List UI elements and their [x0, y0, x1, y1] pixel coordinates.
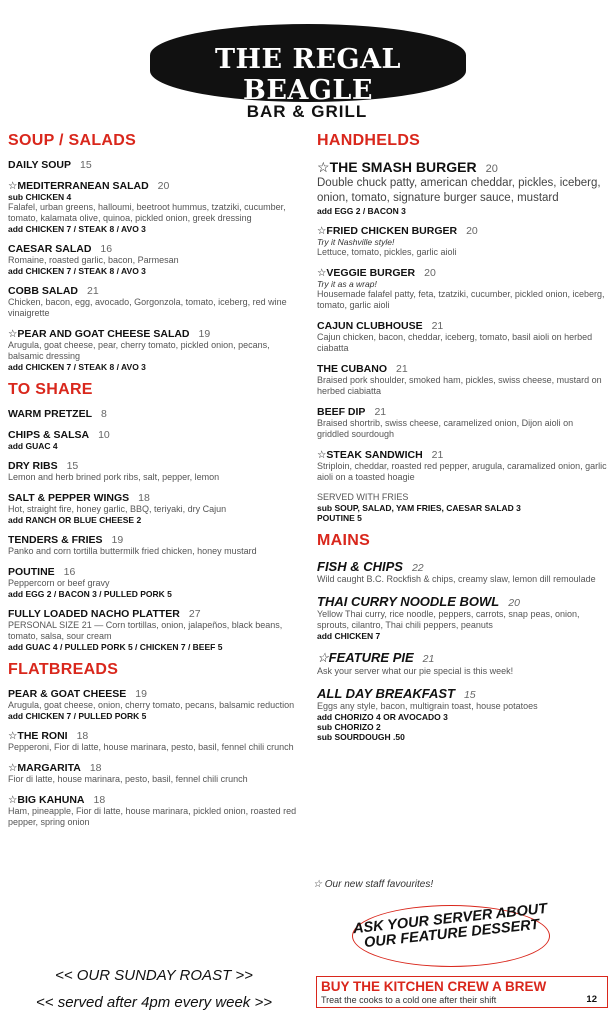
item-name-line [8, 180, 300, 192]
item-name: DAILY SOUP [8, 159, 72, 171]
item-name-line [8, 429, 300, 441]
item-name: COBB SALAD [8, 285, 78, 297]
item-price: 18 [89, 762, 102, 774]
menu-item [8, 730, 300, 753]
item-name-line [317, 225, 607, 237]
menu-item [8, 762, 300, 785]
item-name: DRY RIBS [8, 460, 58, 472]
item-desc: Arugula, goat cheese, pear, cherry tomato, pickled onion, pecans, balsamic dressing [8, 340, 270, 361]
item-name: ALL DAY BREAKFAST [317, 686, 455, 701]
item-name-line [317, 594, 607, 609]
item-name-line [8, 408, 300, 420]
item-desc: Ask your server what our pie special is this week! [317, 666, 514, 676]
item-price: 8 [101, 408, 107, 420]
item-tagline: Try it Nashville style! [317, 237, 395, 247]
item-add: add GUAC 4 / PULLED PORK 5 / CHICKEN 7 / BEEF 5 [8, 642, 223, 652]
item-name: PEAR & GOAT CHEESE [8, 688, 127, 700]
item-price: 18 [76, 730, 89, 742]
menu-item [317, 559, 607, 585]
item-desc: Double chuck patty, american cheddar, pickles, iceberg, onion, tomato, signature burger sauce, mustard [317, 177, 601, 204]
item-name-line [317, 320, 607, 332]
item-name: THAI CURRY NOODLE BOWL [317, 594, 500, 609]
item-name-line [8, 243, 300, 255]
dessert-callout-text: ASK YOUR SERVER ABOUT OUR FEATURE DESSERT [352, 900, 548, 952]
item-name: THE SMASH BURGER [329, 159, 477, 175]
sunday-roast-note: << served after 4pm every week >> [36, 994, 272, 1011]
menu-item [8, 492, 300, 525]
item-price: 20 [508, 597, 520, 609]
item-desc: Fior di latte, house marinara, pesto, basil, fennel chili crunch [8, 774, 248, 784]
menu-item [8, 794, 300, 828]
item-add: add CHICKEN 7 [317, 631, 381, 641]
menu-item [317, 686, 607, 742]
item-price: 21 [396, 363, 408, 375]
logo-title: THE REGAL BEAGLE [214, 44, 402, 106]
item-name: CAJUN CLUBHOUSE [317, 320, 423, 332]
item-name: VEGGIE BURGER [326, 267, 416, 279]
menu-item [8, 180, 300, 234]
item-price: 21 [422, 653, 435, 665]
brew-price: 12 [586, 994, 597, 1005]
fries-line: sub SOUP, SALAD, YAM FRIES, CAESAR SALAD 3 [317, 503, 521, 513]
item-add: add CHICKEN 7 / STEAK 8 / AVO 3 [8, 224, 146, 234]
item-add: add CHORIZO 4 OR AVOCADO 3 [317, 712, 448, 722]
menu-item [317, 449, 607, 483]
item-add: add CHICKEN 7 / STEAK 8 / AVO 3 [8, 266, 146, 276]
item-desc: Housemade falafel patty, feta, tzatziki, cucumber, pickled onion, iceberg, tomato, garlic aioli [317, 289, 605, 310]
item-desc: Yellow Thai curry, rice noodle, peppers, carrots, snap peas, onion, sprouts, cilantro, Thai chili peppers, peanuts [317, 609, 580, 630]
item-desc: Striploin, cheddar, roasted red pepper, arugula, caramalized onion, garlic aioli on a toasted hoagie [317, 461, 607, 482]
item-name: THE CUBANO [317, 363, 387, 375]
menu-item [8, 243, 300, 276]
item-price: 19 [198, 328, 211, 340]
fries-line: POUTINE 5 [317, 513, 362, 523]
section-title: SOUP / SALADS [8, 132, 137, 149]
item-price: 20 [157, 180, 170, 192]
menu-item [8, 285, 300, 319]
item-name: WARM PRETZEL [8, 408, 92, 420]
sunday-roast-title: << OUR SUNDAY ROAST >> [55, 967, 253, 984]
menu-item [8, 534, 300, 557]
menu-item [8, 608, 300, 652]
item-add: add EGG 2 / BACON 3 / PULLED PORK 5 [8, 589, 172, 599]
brew-desc: Treat the cooks to a cold one after their shift [321, 995, 497, 1005]
star-icon: ☆ [8, 762, 18, 774]
menu-item [8, 429, 300, 451]
item-desc: Hot, straight fire, honey garlic, BBQ, teriyaki, dry Cajun [8, 504, 227, 514]
menu-item [8, 408, 300, 420]
menu-item [317, 363, 607, 397]
item-price: 15 [80, 159, 92, 171]
star-icon: ☆ [317, 267, 327, 279]
left-column [8, 132, 300, 837]
item-name: FULLY LOADED NACHO PLATTER [8, 608, 180, 620]
item-desc: Chicken, bacon, egg, avocado, Gorgonzola, tomato, iceberg, red wine vinaigrette [8, 297, 287, 318]
item-name: FEATURE PIE [328, 650, 414, 665]
star-icon: ☆ [8, 180, 18, 192]
item-name: CAESAR SALAD [8, 243, 92, 255]
item-price: 20 [424, 267, 436, 279]
item-name: POUTINE [8, 566, 55, 578]
item-desc: Braised pork shoulder, smoked ham, pickles, swiss cheese, mustard on herbed ciabiatta [317, 375, 602, 396]
item-name-line [317, 559, 607, 574]
menu-item [317, 267, 607, 311]
fries-line: SERVED WITH FRIES [317, 492, 409, 502]
item-desc: Lettuce, tomato, pickles, garlic aioli [317, 247, 457, 257]
item-add: sub SOURDOUGH .50 [317, 732, 405, 742]
menu-item [8, 566, 300, 599]
item-desc: Eggs any style, bacon, multigrain toast, house potatoes [317, 701, 538, 711]
item-add: add CHICKEN 7 / STEAK 8 / AVO 3 [8, 362, 146, 372]
item-price: 21 [374, 406, 387, 418]
item-name-line [317, 363, 607, 375]
item-name: CHIPS & SALSA [8, 429, 90, 441]
star-icon: ☆ [317, 159, 330, 175]
item-price: 18 [138, 492, 150, 504]
item-name: FRIED CHICKEN BURGER [326, 225, 458, 237]
menu-item [8, 688, 300, 721]
item-desc: Falafel, urban greens, halloumi, beetroot hummus, tzatziki, cucumber, tomato, kalamata olive, quinoa, pickled onion, greek dressing [8, 202, 286, 223]
item-name: THE RONI [17, 730, 68, 742]
item-name-line [317, 650, 607, 666]
menu-item [317, 159, 607, 216]
item-name: BIG KAHUNA [17, 794, 85, 806]
item-desc: Panko and corn tortilla buttermilk fried chicken, honey mustard [8, 546, 257, 556]
menu-item [317, 406, 607, 440]
item-name: BEEF DIP [317, 406, 366, 418]
menu-item [8, 159, 300, 171]
item-name-line [317, 406, 607, 418]
fries-note [317, 492, 607, 523]
item-name-line [8, 730, 300, 742]
item-name-line [317, 449, 607, 461]
item-name: PEAR AND GOAT CHEESE SALAD [17, 328, 190, 340]
right-column [317, 132, 607, 751]
item-desc: Arugula, goat cheese, onion, cherry tomato, pecans, balsamic reduction [8, 700, 295, 710]
item-name-line [8, 762, 300, 774]
menu-item [8, 328, 300, 372]
star-icon: ☆ [317, 449, 327, 461]
item-price: 10 [98, 429, 110, 441]
item-name: FISH & CHIPS [317, 559, 403, 574]
item-add: add RANCH OR BLUE CHEESE 2 [8, 515, 142, 525]
item-desc: Peppercorn or beef gravy [8, 578, 110, 588]
item-desc: Cajun chicken, bacon, cheddar, iceberg, tomato, basil aioli on herbed ciabatta [317, 332, 593, 353]
item-sub: sub CHICKEN 4 [8, 192, 72, 202]
item-name-line [8, 492, 300, 504]
item-name-line [8, 285, 300, 297]
item-price: 20 [485, 163, 498, 175]
item-desc: Romaine, roasted garlic, bacon, Parmesan [8, 255, 179, 265]
item-add: sub CHORIZO 2 [317, 722, 381, 732]
item-name: MARGARITA [17, 762, 81, 774]
item-desc: Lemon and herb brined pork ribs, salt, pepper, lemon [8, 472, 220, 482]
item-desc: Ham, pineapple, Fior di latte, house marinara, pickled onion, roasted red pepper, spring onion [8, 806, 297, 827]
star-icon: ☆ [8, 328, 18, 340]
item-name: TENDERS & FRIES [8, 534, 103, 546]
section-title: TO SHARE [8, 381, 93, 398]
section-title: MAINS [317, 532, 371, 549]
menu-item [317, 225, 607, 258]
item-name-line [8, 460, 300, 472]
item-add: add CHICKEN 7 / PULLED PORK 5 [8, 711, 147, 721]
item-desc: Braised shortrib, swiss cheese, caramelized onion, Dijon aioli on griddled sourdough [317, 418, 574, 439]
item-desc: Pepperoni, Fior di latte, house marinara, pesto, basil, fennel chili crunch [8, 742, 294, 752]
item-name-line [8, 794, 300, 806]
item-name-line [8, 566, 300, 578]
item-name-line [8, 328, 300, 340]
item-name: STEAK SANDWICH [326, 449, 423, 461]
item-price: 27 [188, 608, 201, 620]
item-name-line [8, 159, 300, 171]
section-title: FLATBREADS [8, 661, 119, 678]
item-price: 16 [63, 566, 76, 578]
item-price: 18 [93, 794, 106, 806]
brew-box[interactable] [316, 976, 608, 1008]
star-icon: ☆ [8, 730, 18, 742]
item-price: 21 [87, 285, 99, 297]
item-desc: PERSONAL SIZE 21 — Corn tortillas, onion, jalapeños, black beans, tomato, salsa, sour cream [8, 620, 283, 641]
logo [150, 24, 466, 106]
item-price: 15 [66, 460, 79, 472]
logo-subtitle: BAR & GRILL [246, 102, 368, 121]
item-desc: Wild caught B.C. Rockfish & chips, creamy slaw, lemon dill remoulade [317, 574, 596, 584]
item-price: 15 [463, 689, 476, 701]
item-name-line [8, 534, 300, 546]
item-price: 16 [100, 243, 113, 255]
star-icon: ☆ [8, 794, 18, 806]
brew-title: BUY THE KITCHEN CREW A BREW [321, 979, 547, 994]
item-name-line [317, 267, 607, 279]
item-name-line [317, 686, 607, 701]
star-icon: ☆ [317, 225, 327, 237]
item-name-line [8, 688, 300, 700]
item-name-line [317, 159, 607, 176]
item-price: 19 [111, 534, 124, 546]
menu-item [317, 594, 607, 641]
menu-item [317, 320, 607, 354]
item-add: add EGG 2 / BACON 3 [317, 206, 406, 216]
section-title: HANDHELDS [317, 132, 421, 149]
menu-item [8, 460, 300, 483]
item-price: 22 [411, 562, 424, 574]
item-price: 19 [135, 688, 147, 700]
item-name-line [8, 608, 300, 620]
item-price: 20 [466, 225, 478, 237]
item-price: 21 [431, 449, 444, 461]
star-icon: ☆ [317, 650, 329, 665]
item-tagline: Try it as a wrap! [317, 279, 377, 289]
dessert-callout [352, 900, 550, 967]
item-add: add GUAC 4 [8, 441, 58, 451]
menu-item [317, 650, 607, 677]
item-price: 21 [431, 320, 444, 332]
staff-favourites-note: ☆ Our new staff favourites! [313, 879, 434, 890]
item-name: SALT & PEPPER WINGS [8, 492, 130, 504]
item-name: MEDITERRANEAN SALAD [17, 180, 149, 192]
